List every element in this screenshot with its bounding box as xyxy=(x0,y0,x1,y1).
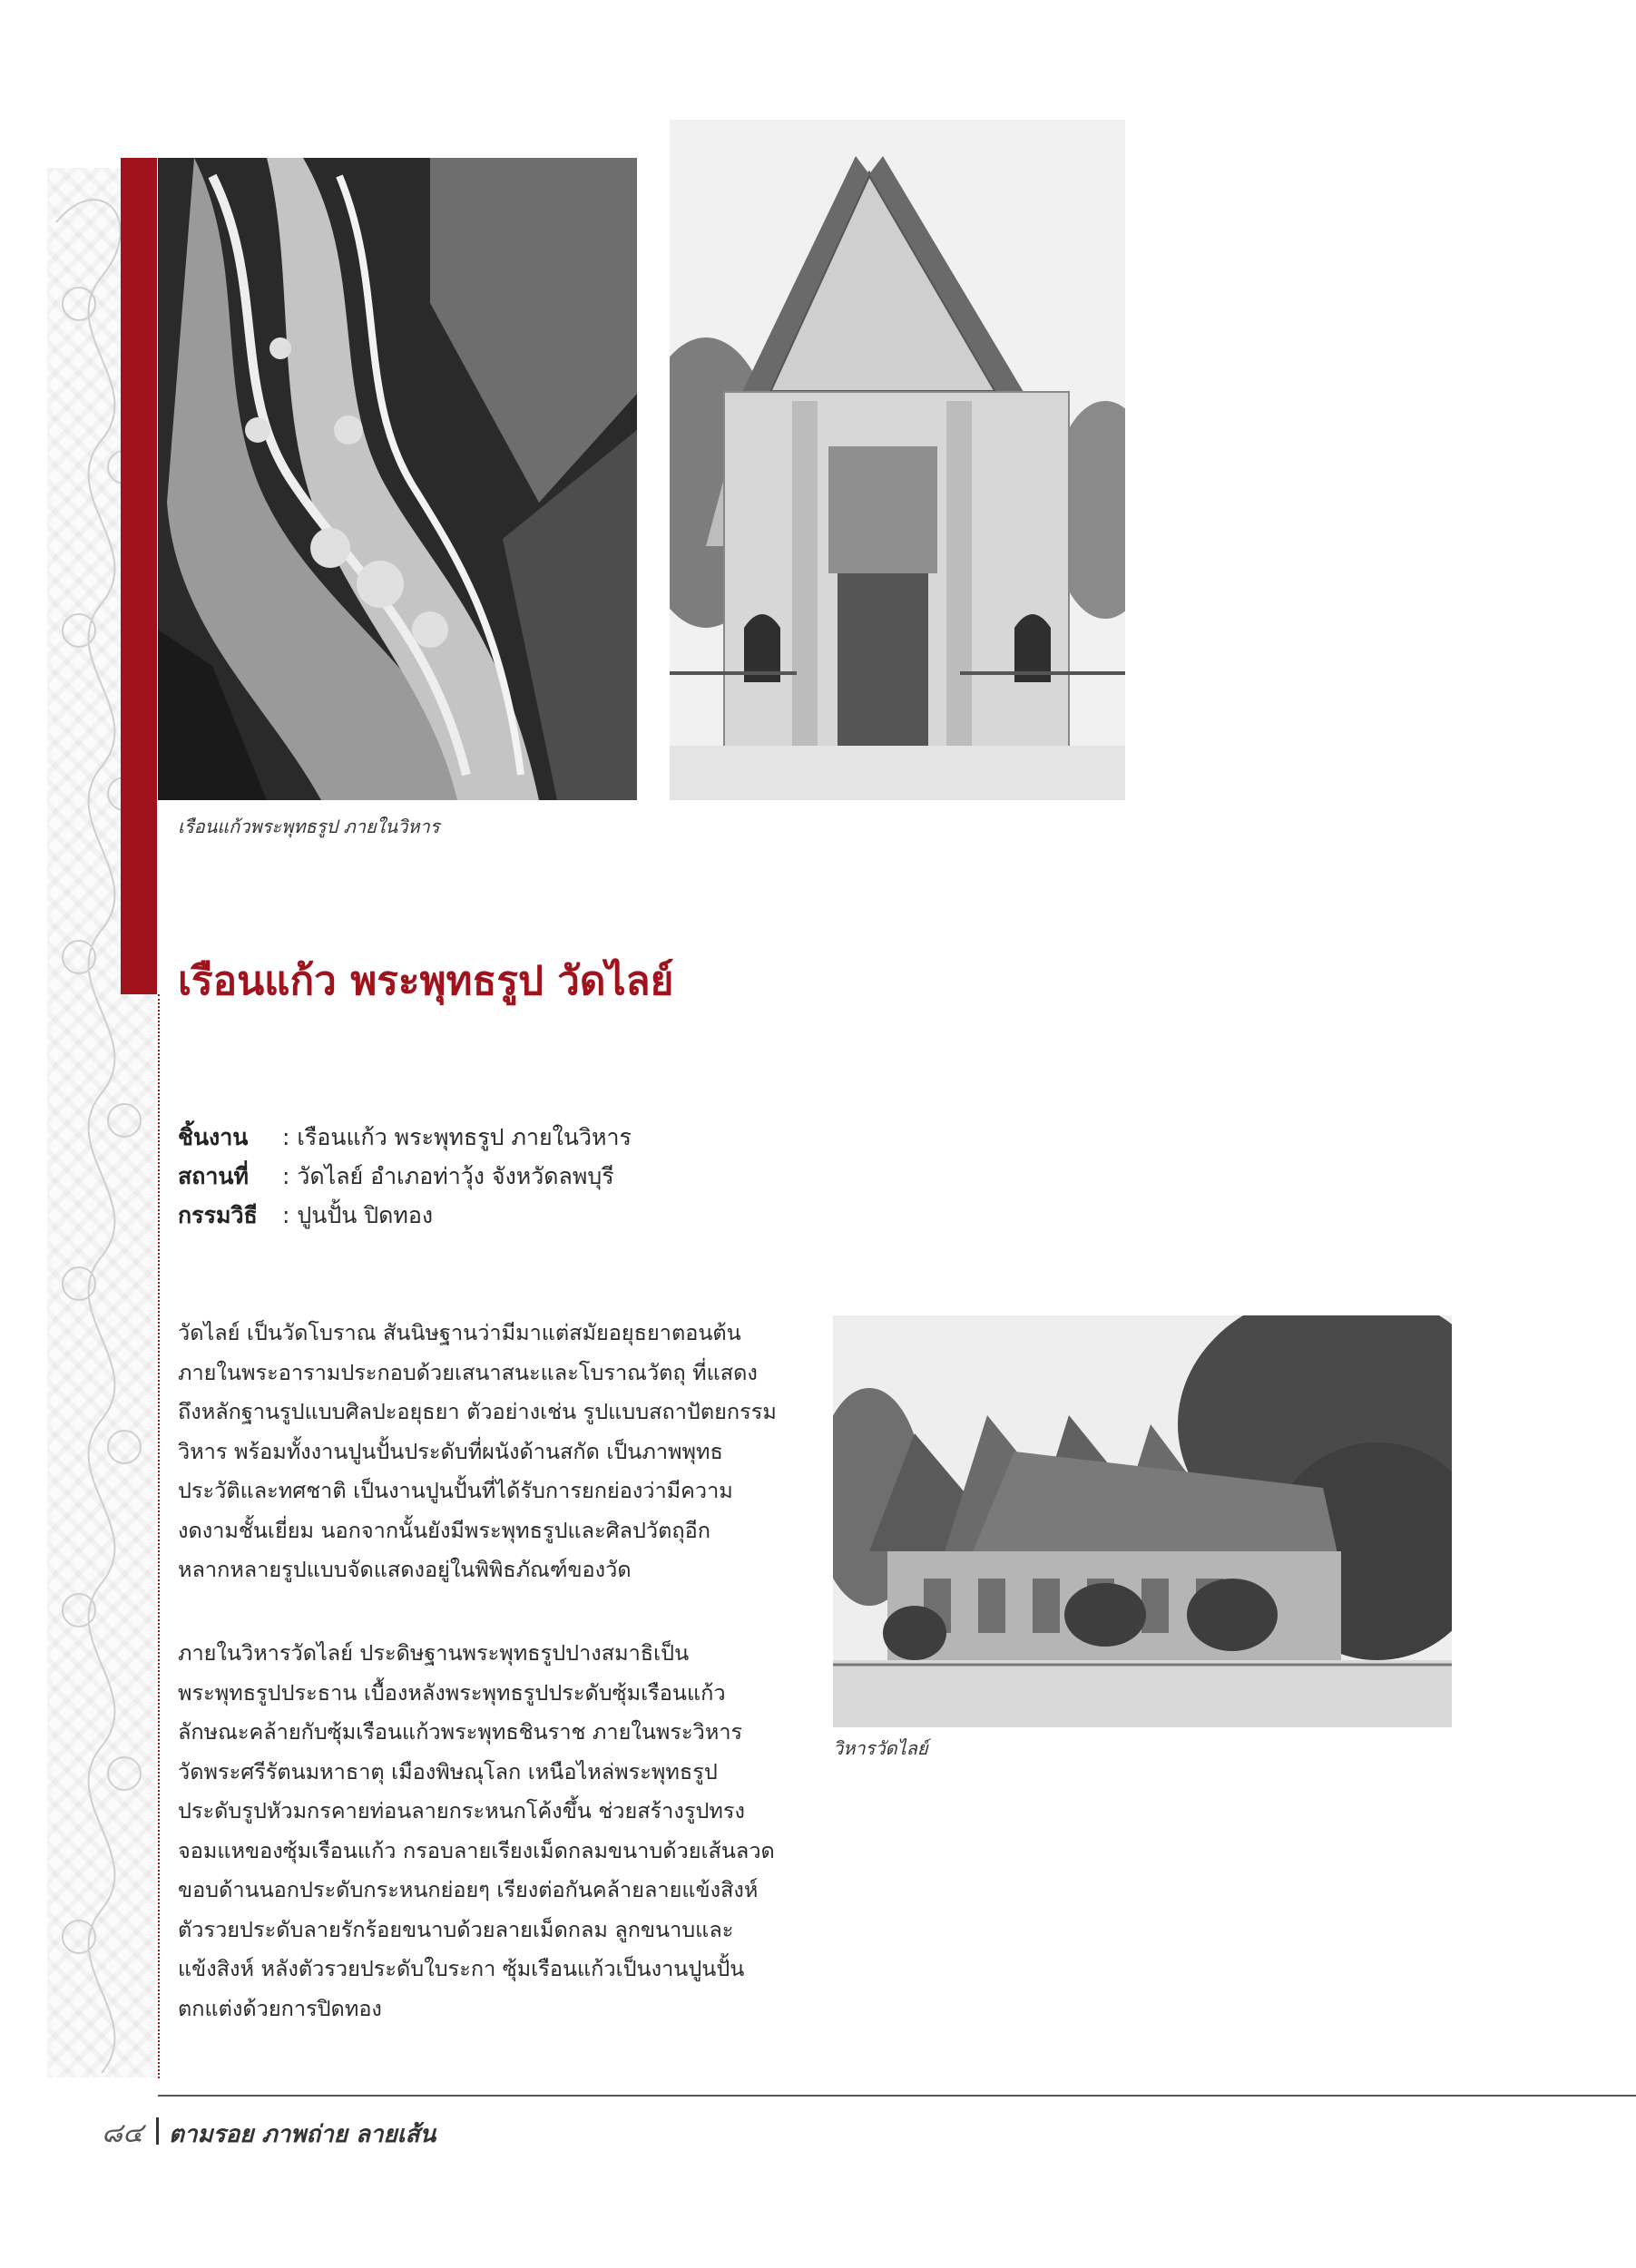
text-line: ภายในวิหารวัดไลย์ ประดิษฐานพระพุทธรูปปางสมาธิเป็น xyxy=(178,1640,690,1666)
footer-rule xyxy=(158,2095,1636,2097)
meta-row-location xyxy=(178,1157,632,1196)
accent-bar xyxy=(121,158,157,994)
meta-value: : วัดไลย์ อำเภอท่าวุ้ง จังหวัดลพบุรี xyxy=(282,1163,614,1189)
text-line: ขอบด้านนอกประดับกระหนกย่อยๆ เรียงต่อกันคล้ายลายแข้งสิงห์ xyxy=(178,1877,759,1902)
text-line: วิหาร พร้อมทั้งงานปูนปั้นประดับที่ผนังด้านสกัด เป็นภาพพุทธ xyxy=(178,1438,723,1464)
caption-detail-photo: เรือนแก้วพระพุทธรูป ภายในวิหาร xyxy=(178,816,440,837)
text-line: งดงามชั้นเยี่ยม นอกจากนั้นยังมีพระพุทธรูปและศิลปวัตถุอีก xyxy=(178,1517,710,1543)
meta-row-technique xyxy=(178,1196,632,1235)
meta-label: กรรมวิธี xyxy=(178,1202,258,1228)
photo-ruean-kaeo-detail xyxy=(158,158,637,800)
text-line: ตกแต่งด้วยการปิดทอง xyxy=(178,1995,382,2021)
body-paragraph-1 xyxy=(178,1314,804,1590)
body-paragraph-2 xyxy=(178,1634,804,2028)
footer-divider xyxy=(156,2117,159,2145)
photo-temple-facade xyxy=(670,120,1125,800)
meta-value: : ปูนปั้น ปิดทอง xyxy=(282,1202,434,1228)
meta-label: ชิ้นงาน xyxy=(178,1124,249,1150)
caption-vihara-photo: วิหารวัดไลย์ xyxy=(833,1737,928,1759)
dotted-guide-line xyxy=(158,994,160,2078)
text-line: จอมแหของซุ้มเรือนแก้ว กรอบลายเรียงเม็ดกลมขนาบด้วยเส้นลวด xyxy=(178,1837,775,1863)
text-line: ลักษณะคล้ายกับซุ้มเรือนแก้วพระพุทธชินราช ภายในพระวิหาร xyxy=(178,1719,743,1745)
page-title: เรือนแก้ว พระพุทธรูป วัดไลย์ xyxy=(178,958,674,1004)
text-line: ภายในพระอารามประกอบด้วยเสนาสนะและโบราณวัตถุ ที่แสดง xyxy=(178,1359,758,1385)
photo-vihara-wat-lai xyxy=(833,1315,1452,1727)
artwork-metadata xyxy=(178,1118,632,1235)
text-line: พระพุทธรูปประธาน เบื้องหลังพระพุทธรูปประดับซุ้มเรือนแก้ว xyxy=(178,1679,726,1706)
text-line: ประวัติและทศชาติ เป็นงานปูนปั้นที่ได้รับการยกย่องว่ามีความ xyxy=(178,1478,733,1503)
text-line: ตัวรวยประดับลายรักร้อยขนาบด้วยลายเม็ดกลม ลูกขนาบและ xyxy=(178,1916,734,1942)
text-line: หลากหลายรูปแบบจัดแสดงอยู่ในพิพิธภัณฑ์ของวัด xyxy=(178,1557,632,1582)
book-title: ตามรอย ภาพถ่าย ลายเส้น xyxy=(169,2121,436,2148)
text-line: วัดพระศรีรัตนมหาธาตุ เมืองพิษณุโลก เหนือไหล่พระพุทธรูป xyxy=(178,1758,718,1784)
text-line: ประดับรูปหัวมกรคายท่อนลายกระหนกโค้งขึ้น ช่วยสร้างรูปทรง xyxy=(178,1798,745,1823)
meta-value: : เรือนแก้ว พระพุทธรูป ภายในวิหาร xyxy=(282,1124,632,1150)
meta-row-piece xyxy=(178,1118,632,1157)
meta-label: สถานที่ xyxy=(178,1163,250,1189)
text-line: วัดไลย์ เป็นวัดโบราณ สันนิษฐานว่ามีมาแต่สมัยอยุธยาตอนต้น xyxy=(178,1320,741,1345)
text-line: ถึงหลักฐานรูปแบบศิลปะอยุธยา ตัวอย่างเช่น รูปแบบสถาปัตยกรรม xyxy=(178,1399,777,1424)
page-number: ๘๔ xyxy=(102,2117,143,2149)
text-line: แข้งสิงห์ หลังตัวรวยประดับใบระกา ซุ้มเรือนแก้วเป็นงานปูนปั้น xyxy=(178,1956,745,1981)
